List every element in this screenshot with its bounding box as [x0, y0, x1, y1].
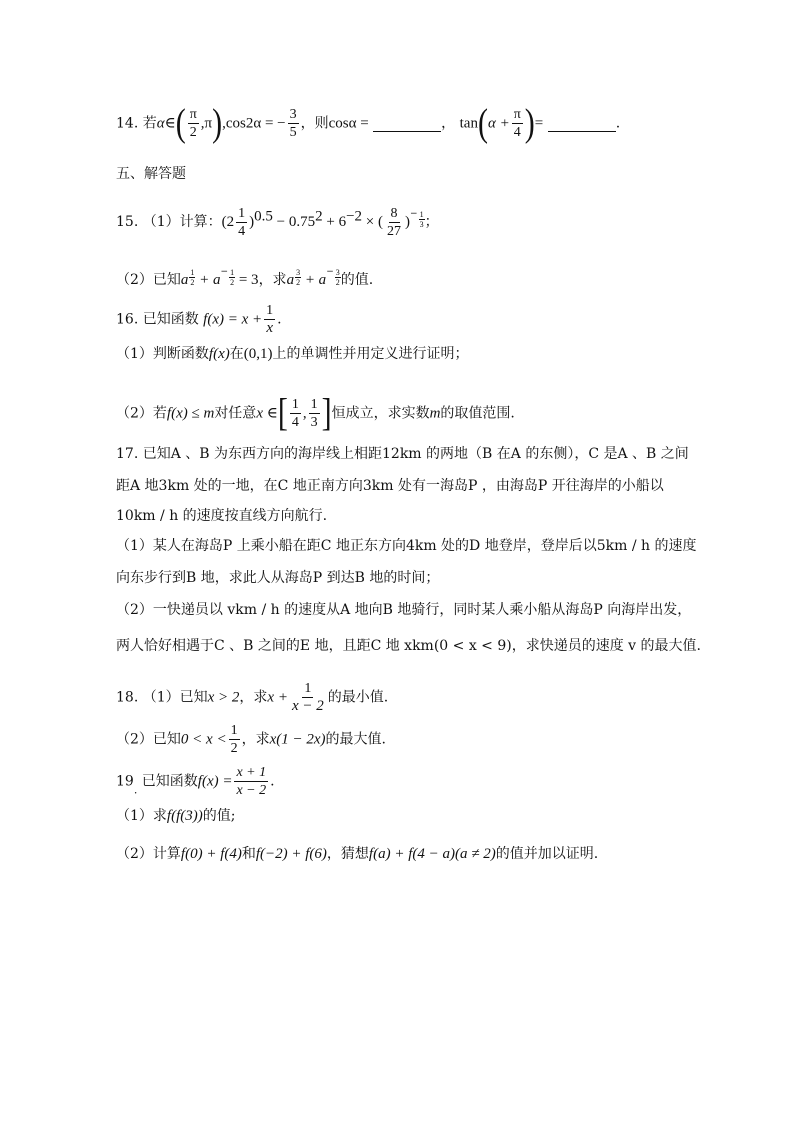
math: = 3: [235, 272, 259, 288]
fraction: [234, 764, 268, 799]
denominator: 4: [513, 125, 521, 140]
numerator: 3: [296, 268, 301, 277]
text: （2）已知: [116, 272, 181, 288]
question-15-part-1: [116, 204, 439, 240]
text: 的值;: [202, 808, 236, 824]
question-16-part-1: [116, 344, 469, 364]
exponent: −2: [346, 208, 363, 225]
question-17-line-7: 两人恰好相遇于C 、B 之间的E 地，且距C 地 xkm(0 < x < 9)，求快递员的速度 v 的最大值.: [116, 638, 701, 654]
text: （2）已知: [116, 731, 181, 748]
math: ): [405, 214, 411, 230]
numerator: 1: [230, 723, 238, 738]
math: (x) = x +: [207, 311, 263, 328]
question-18-part-1: [116, 680, 388, 715]
numerator: x + 1: [236, 765, 267, 780]
fraction: [236, 205, 247, 240]
text: 的最大值.: [325, 731, 386, 748]
text: 的值.: [340, 272, 374, 288]
math: ,: [302, 405, 307, 422]
math: + 6: [322, 214, 347, 230]
paren-right: ): [524, 101, 535, 145]
text: 若: [142, 115, 157, 132]
math: (x) ≤ m: [171, 405, 215, 422]
numerator: π: [513, 107, 521, 122]
math: + a: [195, 272, 221, 288]
text: 的取值范围.: [440, 405, 515, 422]
section-title: 五、解答题: [116, 166, 186, 182]
math: (x): [213, 346, 230, 362]
numerator: 3: [289, 107, 297, 122]
question-18-part-2: [116, 722, 386, 757]
math: α +: [487, 115, 510, 132]
text: ，: [441, 115, 456, 132]
denominator: 3: [419, 220, 424, 229]
math: (0,1): [243, 346, 273, 362]
math: ,π: [200, 115, 213, 132]
denominator: 2: [189, 125, 197, 140]
bracket-left: [: [277, 391, 288, 435]
math: + a: [301, 272, 327, 288]
question-number: 19: [116, 773, 134, 790]
text: 的值并加以证明.: [495, 846, 599, 862]
math: − 0.75: [272, 214, 316, 230]
fraction: [229, 722, 240, 757]
text: ，猜想: [326, 846, 369, 862]
math: m: [429, 405, 441, 422]
text: ，求: [239, 689, 268, 706]
denominator: 2: [190, 278, 195, 287]
question-17-line-4: （1）某人在海岛P 上乘小船在距C 地正东方向4km 处的D 地登岸，登岸后以5km / h 的速度: [116, 538, 697, 554]
math: 0 < x <: [180, 731, 227, 748]
question-17-line-3: 10km / h 的速度按直线方向航行.: [116, 508, 328, 524]
math: f: [166, 405, 172, 422]
exponent-sign: −: [220, 267, 229, 277]
question-15-part-2: [116, 262, 373, 290]
math: ,cos2α = −: [222, 115, 286, 132]
paren-left: (: [477, 101, 488, 145]
fraction: [385, 205, 403, 240]
answer-blank-1[interactable]: [373, 115, 441, 132]
denominator: x: [266, 320, 273, 336]
question-19-part-1: [116, 806, 235, 826]
math: tan: [459, 115, 478, 132]
denominator: 27: [387, 223, 402, 239]
question-19-part-2: [116, 844, 598, 864]
text: 对任意: [214, 405, 257, 422]
text: （1）判断函数: [116, 346, 209, 362]
question-number: 15.: [116, 214, 139, 230]
math: x > 2: [207, 689, 240, 706]
question-number: 14.: [116, 115, 139, 132]
text: 和: [241, 846, 256, 862]
text: 上的单调性并用定义进行证明；: [272, 346, 469, 362]
text: （2）计算: [116, 846, 181, 862]
text: （1）计算：: [142, 214, 222, 230]
math: f(0) + f(4): [180, 846, 242, 862]
math: a: [180, 272, 189, 288]
paren-right: ): [212, 101, 223, 145]
paren-left: (: [175, 101, 186, 145]
numerator: π: [189, 107, 197, 122]
text: 在: [229, 346, 244, 362]
question-number: 16.: [116, 311, 139, 328]
text: 的最小值.: [327, 689, 389, 706]
denominator: 3: [310, 415, 318, 430]
math: =: [534, 115, 544, 132]
denominator: 2: [296, 278, 301, 287]
question-17-line-6: （2）一快递员以 vkm / h 的速度从A 地向B 地骑行，同时某人乘小船从海岛P 向海岸出发，: [116, 602, 692, 618]
numerator: 3: [335, 268, 340, 277]
fraction: [512, 106, 523, 141]
exponent-sign: −: [410, 209, 418, 219]
text: ，求: [241, 731, 270, 748]
fraction: [188, 106, 199, 141]
numerator: 1: [238, 205, 246, 221]
math: f(f(3)): [166, 808, 203, 824]
fraction: [264, 302, 275, 337]
question-16-part-2: [116, 391, 515, 435]
math: f(a) + f(4 − a)(a ≠ 2): [368, 846, 496, 862]
denominator: 5: [289, 125, 297, 140]
fraction: [290, 396, 301, 431]
bracket-right: ]: [321, 391, 332, 435]
numerator: 1: [310, 397, 318, 412]
question-17-line-5: 向东步行到B 地，求此人从海岛P 到达B 地的时间；: [116, 570, 440, 586]
fraction: [290, 680, 326, 715]
math: × (: [362, 214, 384, 230]
math: α: [156, 115, 165, 132]
text: （1）求: [116, 808, 167, 824]
math: x +: [267, 689, 288, 706]
exponent-sign: −: [326, 267, 334, 277]
math: ∈: [164, 115, 176, 132]
text: ；: [424, 214, 439, 230]
math: f: [208, 346, 214, 362]
denominator: x − 2: [236, 783, 267, 798]
denominator: 4: [238, 223, 246, 239]
math: f(x) =: [197, 773, 233, 790]
math: cosα =: [328, 115, 369, 132]
text: .: [277, 311, 282, 328]
answer-blank-2[interactable]: [548, 115, 616, 132]
text: 已知函数: [142, 311, 199, 328]
math: x(1 − 2x): [269, 731, 326, 748]
math: a: [286, 272, 295, 288]
math: f: [203, 311, 208, 328]
question-14: [116, 101, 621, 145]
math: x ∈: [256, 405, 278, 422]
text: .: [270, 773, 275, 790]
fraction: [288, 106, 299, 141]
denominator: 2: [230, 278, 235, 287]
text: 18. （1）已知: [116, 689, 208, 706]
denominator: x − 2: [291, 698, 324, 714]
text: （2）若: [116, 405, 167, 422]
denominator: 2: [335, 278, 340, 287]
denominator: 4: [291, 415, 299, 430]
question-17-line-1: 17. 已知A 、B 为东西方向的海岸线上相距12km 的两地（B 在A 的东侧），C 是A 、B 之间: [116, 446, 689, 462]
text: ，求: [258, 272, 287, 288]
question-16: [116, 302, 282, 337]
numerator: 1: [190, 268, 195, 277]
math: ): [249, 214, 255, 230]
exponent: 2: [315, 208, 323, 225]
math: f(−2) + f(6): [255, 846, 327, 862]
numerator: 1: [230, 268, 235, 277]
denominator: 2: [230, 741, 238, 756]
math: (2: [221, 214, 235, 230]
text: .: [133, 783, 138, 797]
exponent: 0.5: [254, 208, 273, 225]
text: ，则: [300, 115, 329, 132]
fraction: [309, 396, 320, 431]
question-19: [116, 764, 275, 801]
numerator: 1: [291, 397, 299, 412]
numerator: 8: [390, 205, 398, 221]
text: 已知函数: [141, 773, 198, 790]
numerator: 1: [304, 681, 312, 696]
text: .: [615, 115, 621, 132]
question-17-line-2: 距A 地3km 处的一地，在C 地正南方向3km 处有一海岛P ，由海岛P 开往海岸的小船以: [116, 478, 664, 494]
text: 恒成立，求实数: [331, 405, 430, 422]
numerator: 1: [419, 210, 424, 219]
numerator: 1: [266, 303, 274, 318]
